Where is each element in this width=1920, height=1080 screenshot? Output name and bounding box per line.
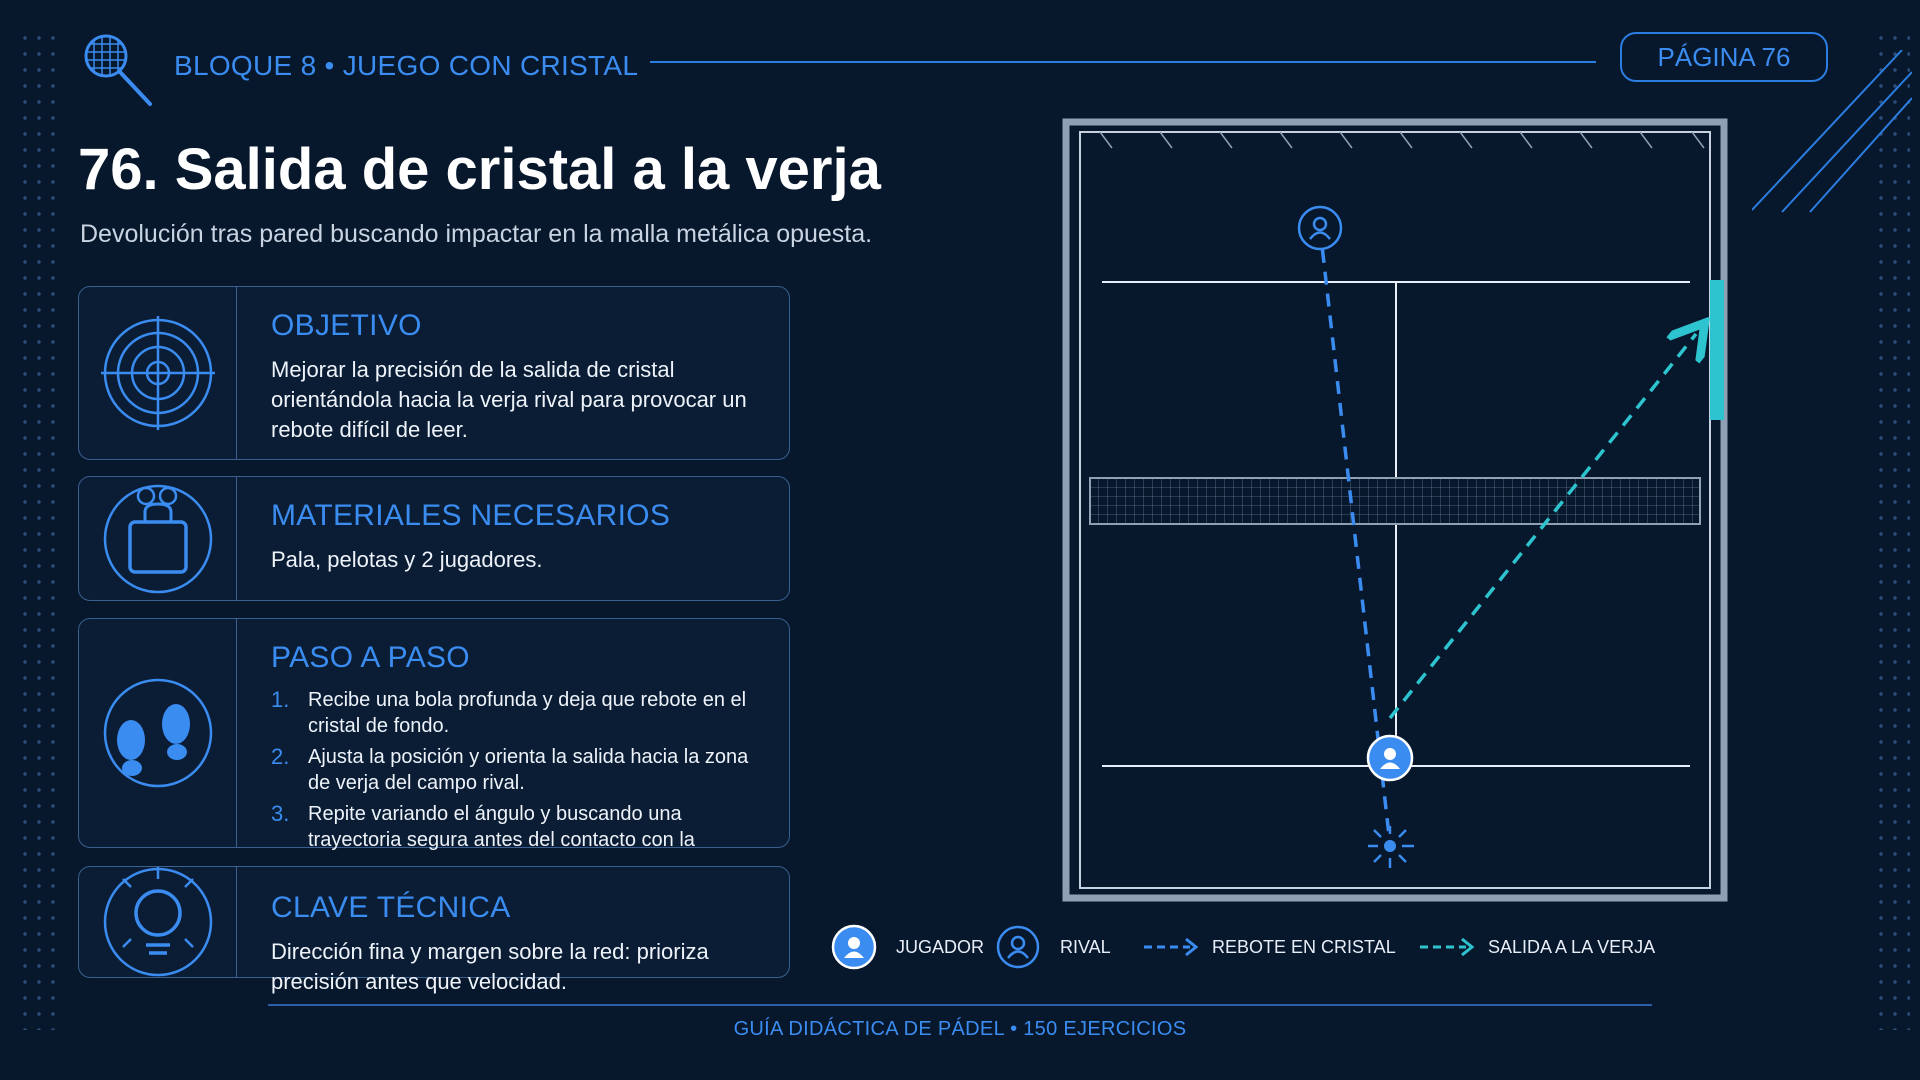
top-fence-hatching: [1100, 132, 1704, 148]
net: [1090, 478, 1700, 524]
legend-glass-bounce-label: REBOTE EN CRISTAL: [1212, 936, 1396, 957]
step-list: [271, 687, 767, 853]
legend-rival-label: RIVAL: [1060, 936, 1111, 957]
court-diagram: [1062, 118, 1728, 902]
card-clave: [78, 866, 790, 994]
racket-icon: [80, 30, 156, 110]
legend-player-label: JUGADOR: [896, 936, 985, 957]
card-clave-text: Dirección fina y margen sobre la red: prioriza precisión antes que velocidad.: [271, 939, 709, 994]
fence-target-zone: [1710, 280, 1724, 420]
lightbulb-icon: [101, 865, 215, 979]
glass-impact-icon: [1368, 826, 1414, 868]
decorative-corner-lines: [1752, 50, 1912, 220]
fence-exit-path: [1390, 334, 1696, 718]
footer-divider: [268, 1004, 1652, 1006]
step-item: 2. Ajusta la posición y orienta la salida hacia la zona de verja del campo rival.: [271, 744, 749, 794]
player-marker: [1368, 736, 1412, 780]
card-clave-heading: CLAVE TÉCNICA: [271, 891, 511, 924]
footer-text: GUÍA DIDÁCTICA DE PÁDEL • 150 EJERCICIOS: [733, 1018, 1187, 1040]
card-pasos: [78, 618, 790, 851]
card-objetivo-text: Mejorar la precisión de la salida de cristal orientándola hacia la verja rival para provocar un rebote difícil de leer.: [271, 357, 747, 442]
rival-legend-icon: [994, 923, 1042, 971]
dashed-arrow-cyan-icon: [1418, 935, 1478, 959]
card-materiales-text: Pala, pelotas y 2 jugadores.: [271, 547, 543, 572]
card-materiales: [78, 476, 790, 601]
dashed-arrow-blue-icon: [1142, 935, 1202, 959]
card-pasos-heading: PASO A PASO: [271, 641, 470, 674]
legend-fence-exit-label: SALIDA A LA VERJA: [1488, 936, 1656, 957]
player-legend-icon: [830, 923, 878, 971]
footprints-icon: [101, 676, 215, 790]
card-objetivo-heading: OBJETIVO: [271, 309, 422, 342]
card-materiales-heading: MATERIALES NECESARIOS: [271, 499, 671, 532]
block-label: BLOQUE 8 • JUEGO CON CRISTAL: [174, 50, 639, 81]
bag-icon: [101, 482, 215, 596]
page-subtitle: Devolución tras pared buscando impactar en la malla metálica opuesta.: [80, 220, 873, 248]
card-objetivo: [78, 286, 790, 460]
target-icon: [101, 316, 215, 430]
page-badge: PÁGINA 76: [1620, 32, 1828, 82]
step-item: 3. Repite variando el ángulo y buscando una trayectoria segura antes del contacto con la: [271, 801, 695, 851]
rival-marker: [1299, 207, 1341, 249]
header-divider: [650, 61, 1596, 63]
page-title: 76. Salida de cristal a la verja: [78, 137, 881, 202]
decorative-dots-left: [18, 30, 58, 1030]
diagram-legend: [830, 922, 1690, 972]
step-item: 1. Recibe una bola profunda y deja que rebote en el cristal de fondo.: [271, 687, 747, 737]
